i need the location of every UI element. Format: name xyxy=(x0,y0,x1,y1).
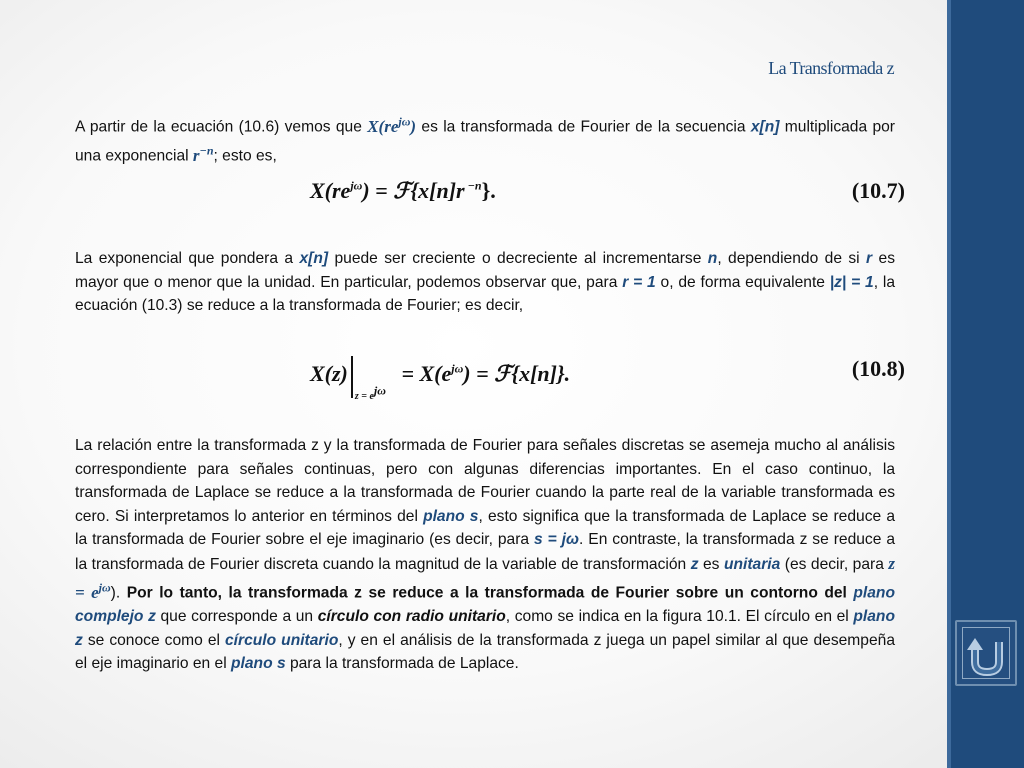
p1-text-a: A partir de la ecuación (10.6) vemos que xyxy=(75,118,368,136)
p3-s-equals-jw: s = jω xyxy=(534,531,580,548)
paragraph-2: La exponencial que pondera a x[n] puede ser creciente o decreciente al incrementarse n, dependiendo de si r es mayor que o menor que la unidad. En particular, podemos observar que, para r = 1 o, de forma equivalente |z| = 1, la ecuación (10.3) se reduce a la transformada de Fourier; es decir, xyxy=(75,250,895,314)
p1-text-d: ; esto es, xyxy=(213,147,277,165)
p1-text-b: es la transformada de Fourier de la secuencia xyxy=(416,118,751,136)
p1-text-c: multiplicada por una exponencial xyxy=(75,118,895,165)
equation-10-8 xyxy=(310,352,905,402)
p1-math-x: $X(re^{j\omega})$ xyxy=(367,114,417,136)
equation-10-7 xyxy=(310,174,905,214)
slide-title: La Transformada z xyxy=(768,58,894,78)
p3-plano-s-2: plano s xyxy=(231,655,286,673)
p1-math-r: $r^{-n}$ xyxy=(192,143,214,165)
p3-plano-z: plano z xyxy=(75,608,895,649)
equation-10-7-body: $X(re^{j\omega})$ = ℱ{x[n]r $^{-n}$}. xyxy=(310,178,496,203)
p3-math-z: $z = e^{j\omega}$ xyxy=(75,553,895,602)
p2-r-equals-1: r = 1 xyxy=(622,273,656,291)
p1-xn: x[n] xyxy=(750,118,780,136)
p3-bold-statement: Por lo tanto, la transformada z se reduce a la transformada de Fourier sobre un contorno del xyxy=(126,584,847,602)
p3-plano-complejo: plano complejo z xyxy=(75,584,895,626)
equation-10-8-body: $X(z)_{z = e^{j\omega}} = X(e^{j\omega})$ = ℱ{x[n]}. xyxy=(310,356,570,402)
equation-10-8-number: (10.8) xyxy=(851,356,905,381)
paragraph-3: La relación entre la transformada z y la transformada de Fourier para señales discretas se asemeja mucho al análisis correspondiente para señales continuas, pero con algunas diferencias importantes. En el caso continuo, la transformada de Laplace se reduce a la transformada de Fourier cuando la parte real de la variable transformada es cero. Si interpretamos lo anterior en términos del plano s, esto significa que la transformada de Laplace se reduce a la transformada de Fourier sobre el eje imaginario (es decir, para s = jω. En contraste, la transformada z se reduce a la transformada de Fourier discreta cuando la magnitud de la variable de transformación z es unitaria (es decir, para $z = e^{j\omega}$). Por lo tanto, la transformada z se reduce a la transformada de Fourier sobre un contorno del plano complejo z que corresponde a un círculo con radio unitario, como se indica en la figura 10.1. El círculo en el plano z se conoce como el círculo unitario, y en el análisis de la transformada z juega un papel similar al que desempeña el eje imaginario en el plano s para la transformada de Laplace. xyxy=(75,437,895,673)
p2-n: n xyxy=(707,250,718,267)
p3-circulo-radio: círculo con radio unitario xyxy=(317,608,506,626)
paragraph-1 xyxy=(75,110,895,168)
p3-unitaria: unitaria xyxy=(723,555,781,573)
p2-r: r xyxy=(866,250,873,267)
equation-10-7-number: (10.7) xyxy=(851,178,905,203)
evaluation-bar xyxy=(351,356,353,398)
p2-abs-z: |z| = 1 xyxy=(829,273,874,291)
p3-plano-s: plano s xyxy=(423,507,479,525)
return-u-turn-icon xyxy=(967,634,1007,676)
p3-z: z xyxy=(690,555,699,573)
return-button[interactable] xyxy=(955,620,1017,686)
p2-xn: x[n] xyxy=(299,250,329,267)
p3-circulo-unitario: círculo unitario xyxy=(225,631,339,649)
